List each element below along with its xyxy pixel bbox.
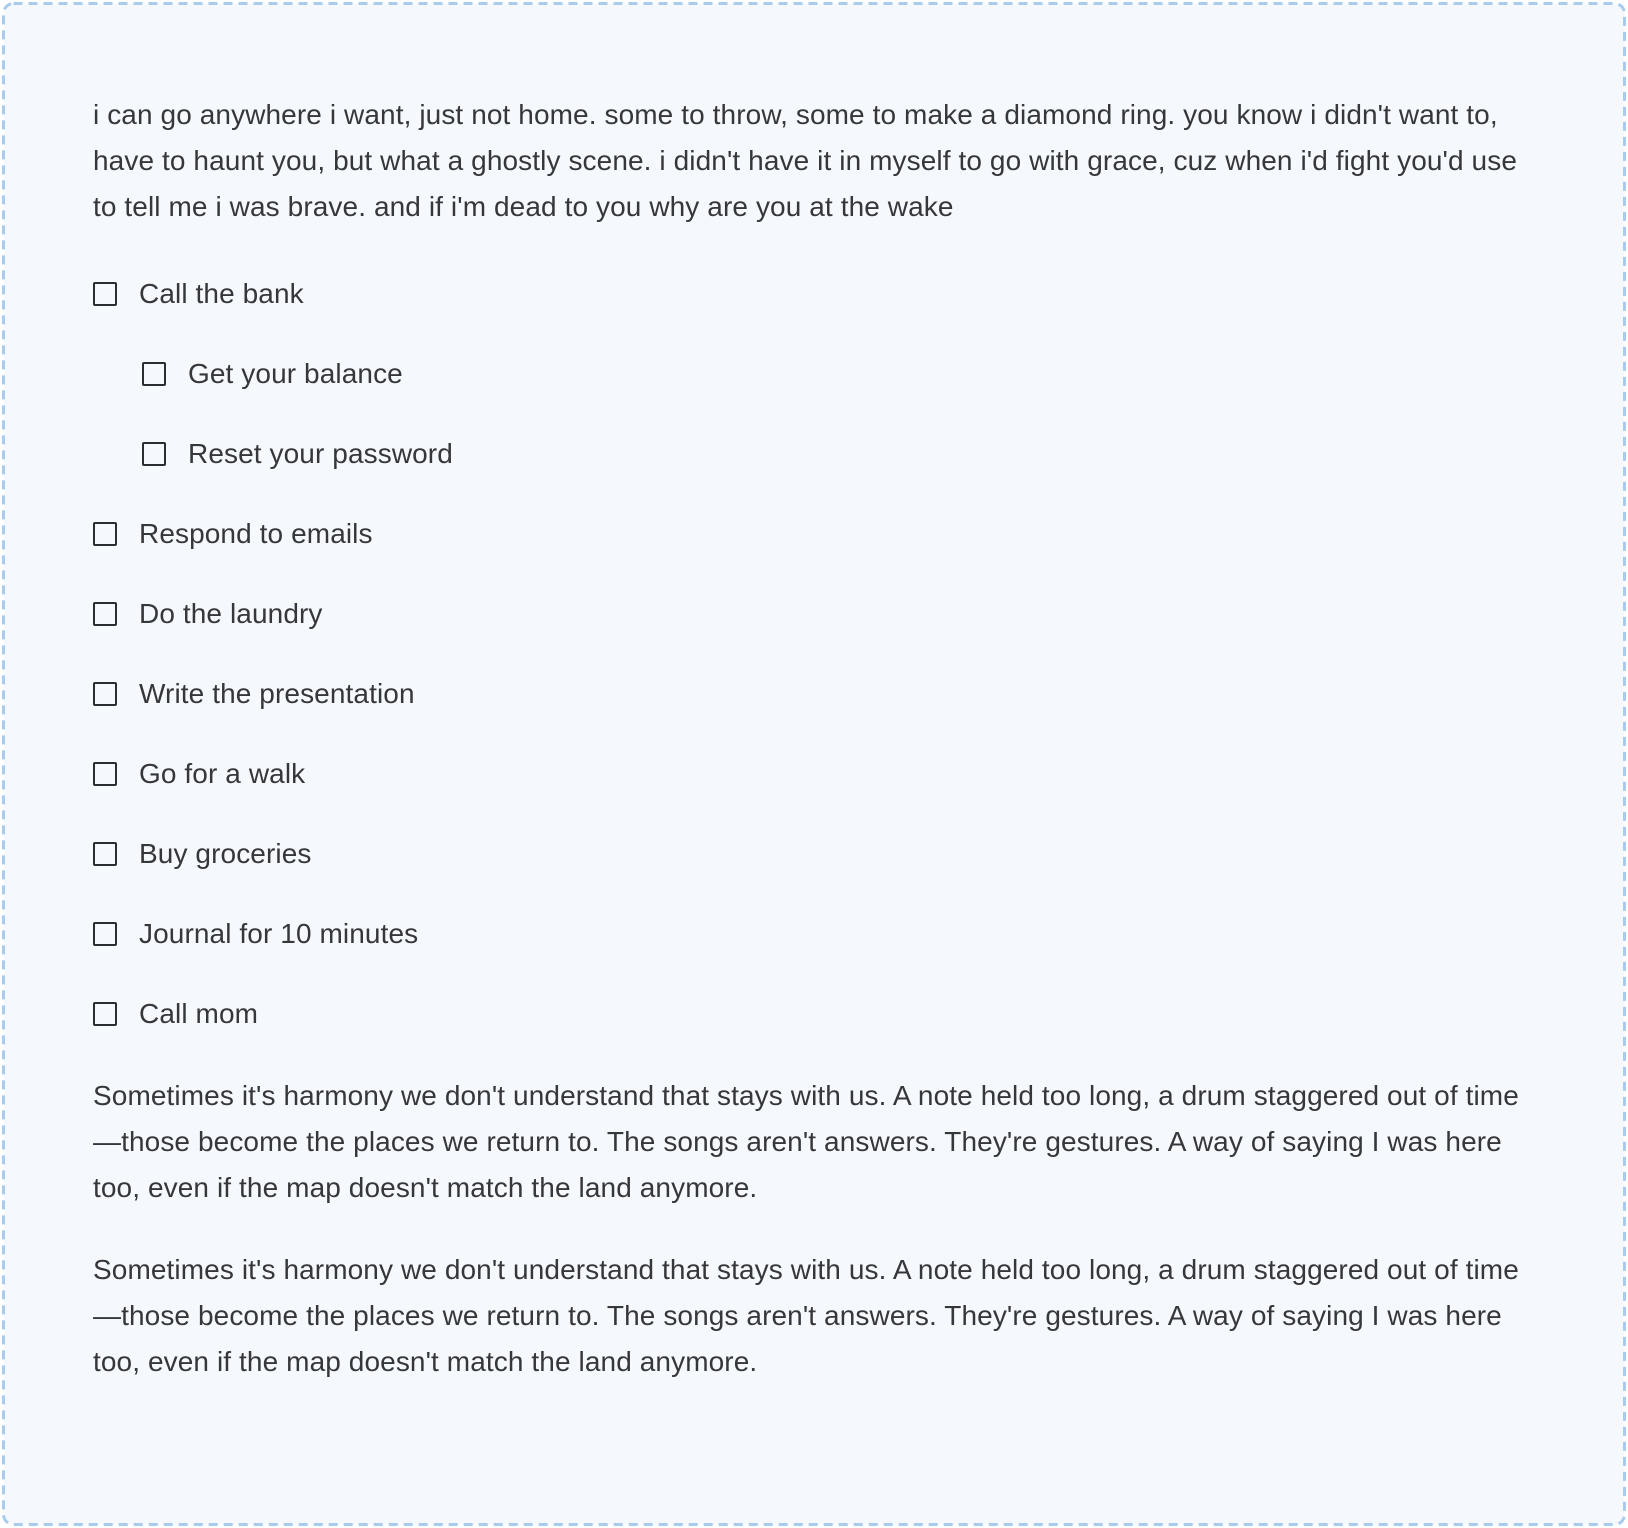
todo-label: Respond to emails — [139, 518, 373, 549]
todo-label: Go for a walk — [139, 758, 306, 789]
todo-label: Do the laundry — [139, 598, 323, 629]
todo-checkbox-unchecked-icon[interactable] — [93, 762, 117, 786]
todo-item — [142, 351, 1528, 397]
todo-checkbox-unchecked-icon[interactable] — [93, 602, 117, 626]
todo-checkbox-unchecked-icon[interactable] — [93, 922, 117, 946]
todo-label: Call the bank — [139, 278, 304, 309]
todo-item — [93, 991, 1528, 1037]
todo-item — [93, 271, 1528, 317]
todo-checkbox-unchecked-icon[interactable] — [93, 282, 117, 306]
todo-label: Call mom — [139, 998, 259, 1029]
todo-checkbox-unchecked-icon[interactable] — [93, 682, 117, 706]
closing-paragraph-2: Sometimes it's harmony we don't understand that stays with us. A note held too long, a drum staggered out of time—those become the places we return to. The songs aren't answers. They're gestures. A way of saying I was here too, even if the map doesn't match the land anymore. — [93, 1254, 1519, 1377]
todo-list — [93, 271, 1528, 1037]
todo-item — [93, 511, 1528, 557]
todo-checkbox-unchecked-icon[interactable] — [142, 442, 166, 466]
todo-label: Get your balance — [188, 358, 403, 389]
intro-paragraph: i can go anywhere i want, just not home. some to throw, some to make a diamond ring. you know i didn't want to, have to haunt you, but what a ghostly scene. i didn't have it in myself to go with grace, cuz when i'd fight you'd use to tell me i was brave. and if i'm dead to you why are you at the wake — [93, 99, 1517, 222]
todo-item — [93, 911, 1528, 957]
todo-item — [93, 751, 1528, 797]
todo-label: Journal for 10 minutes — [139, 918, 419, 949]
todo-checkbox-unchecked-icon[interactable] — [142, 362, 166, 386]
todo-label: Buy groceries — [139, 838, 312, 869]
todo-item — [142, 431, 1528, 477]
closing-paragraph-1: Sometimes it's harmony we don't understand that stays with us. A note held too long, a drum staggered out of time—those become the places we return to. The songs aren't answers. They're gestures. A way of saying I was here too, even if the map doesn't match the land anymore. — [93, 1080, 1519, 1203]
todo-item — [93, 671, 1528, 717]
todo-checkbox-unchecked-icon[interactable] — [93, 522, 117, 546]
todo-item — [93, 831, 1528, 877]
todo-item — [93, 591, 1528, 637]
todo-checkbox-unchecked-icon[interactable] — [93, 842, 117, 866]
todo-label: Reset your password — [188, 438, 453, 469]
todo-checkbox-unchecked-icon[interactable] — [93, 1002, 117, 1026]
todo-label: Write the presentation — [139, 678, 415, 709]
